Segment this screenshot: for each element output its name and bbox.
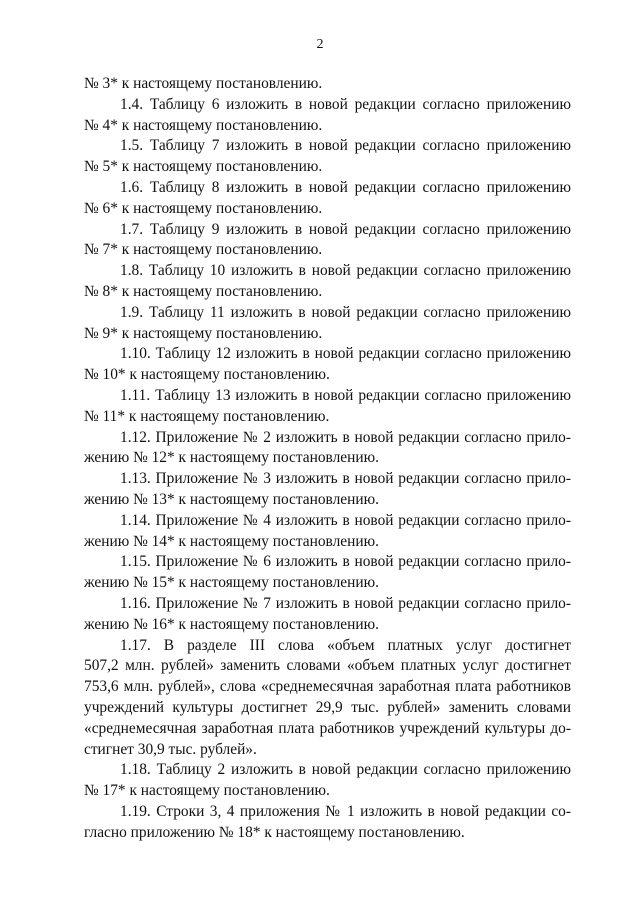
paragraph-line: № 4* к настоящему постановлению.: [84, 116, 323, 134]
paragraph-line: № 8* к настоящему постановлению.: [84, 282, 323, 300]
paragraph-line: № 5* к настоящему постановлению.: [84, 158, 323, 176]
paragraph-line: 507,2 млн. рублей» заменить словами «объем платных услуг достигнет: [84, 657, 571, 675]
paragraph-first-line: 1.12. Приложение № 2 изложить в новой редакции согласно прило-: [120, 428, 571, 446]
paragraph-line: жению № 16* к настоящему постановлению.: [84, 615, 379, 633]
paragraph-line: жению № 13* к настоящему постановлению.: [84, 490, 379, 508]
paragraph-first-line: 1.10. Таблицу 12 изложить в новой редакции согласно приложению: [120, 345, 571, 363]
paragraph-line: № 10* к настоящему постановлению.: [84, 366, 330, 384]
paragraph-line: гласно приложению № 18* к настоящему постановлению.: [84, 823, 465, 841]
paragraph-first-line: 1.19. Строки 3, 4 приложения № 1 изложить в новой редакции со-: [120, 802, 571, 820]
paragraph-line: жению № 12* к настоящему постановлению.: [84, 449, 379, 467]
document-body: [84, 74, 571, 843]
paragraph-line: № 9* к настоящему постановлению.: [84, 324, 323, 342]
paragraph-first-line: 1.15. Приложение № 6 изложить в новой редакции согласно прило-: [120, 553, 571, 571]
paragraph-line: жению № 14* к настоящему постановлению.: [84, 532, 379, 550]
paragraph-first-line: 1.9. Таблицу 11 изложить в новой редакции согласно приложению: [120, 303, 571, 321]
paragraph-line: стигнет 30,9 тыс. рублей».: [84, 740, 257, 758]
paragraph-first-line: 1.17. В разделе III слова «объем платных услуг достигнет: [120, 636, 571, 654]
paragraph-line: № 6* к настоящему постановлению.: [84, 199, 323, 217]
paragraph-line: 753,6 млн. рублей», слова «среднемесячная заработная плата работников: [84, 678, 571, 696]
paragraph-first-line: 1.13. Приложение № 3 изложить в новой редакции согласно прило-: [120, 470, 571, 488]
paragraph-line: № 17* к настоящему постановлению.: [84, 782, 330, 800]
paragraph-line: «среднемесячная заработная плата работников учреждений культуры до-: [84, 719, 571, 737]
paragraph-first-line: 1.6. Таблицу 8 изложить в новой редакции согласно приложению: [120, 178, 571, 196]
paragraph-first-line: 1.18. Таблицу 2 изложить в новой редакции согласно приложению: [120, 761, 571, 779]
paragraph-line: № 7* к настоящему постановлению.: [84, 241, 323, 259]
paragraph-first-line: 1.14. Приложение № 4 изложить в новой редакции согласно прило-: [120, 511, 571, 529]
paragraph-first-line: 1.5. Таблицу 7 изложить в новой редакции согласно приложению: [120, 137, 571, 155]
paragraph-first-line: 1.16. Приложение № 7 изложить в новой редакции согласно прило-: [120, 594, 571, 612]
paragraph-first-line: 1.11. Таблицу 13 изложить в новой редакции согласно приложению: [120, 386, 571, 404]
paragraph-first-line: 1.4. Таблицу 6 изложить в новой редакции согласно приложению: [120, 95, 571, 113]
paragraph-first-line: 1.8. Таблицу 10 изложить в новой редакции согласно приложению: [120, 262, 571, 280]
paragraph-first-line: 1.7. Таблицу 9 изложить в новой редакции согласно приложению: [120, 220, 571, 238]
paragraph-line: № 11* к настоящему постановлению.: [84, 407, 330, 425]
paragraph-line: учреждений культуры достигнет 29,9 тыс. рублей» заменить словами: [84, 698, 571, 716]
page-number: 2: [316, 37, 324, 52]
paragraph-line: № 3* к настоящему постановлению.: [84, 75, 323, 92]
paragraph-line: жению № 15* к настоящему постановлению.: [84, 574, 379, 592]
